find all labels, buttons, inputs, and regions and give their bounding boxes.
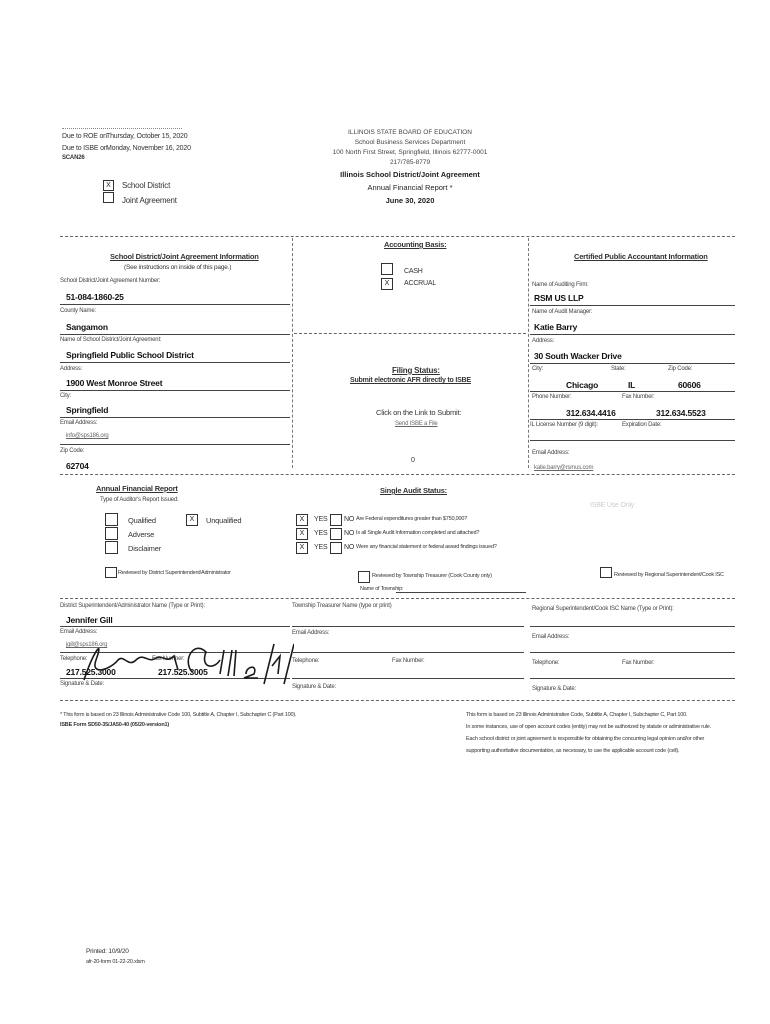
accrual-checkbox[interactable]: X: [381, 278, 393, 290]
cpa-heading: Certified Public Accountant Information: [574, 252, 708, 261]
adverse-label: Adverse: [128, 530, 155, 539]
report-date: June 30, 2020: [385, 196, 435, 205]
r-phone-label: Telephone:: [532, 660, 560, 666]
district-info-sub: (See instructions on inside of this page.): [124, 264, 232, 271]
isbe-address: 100 North First Street, Springfield, Illinois 62777-0001: [332, 149, 488, 156]
county-value[interactable]: Sangamon: [66, 322, 108, 332]
adverse-checkbox[interactable]: [105, 527, 118, 540]
accounting-heading: Accounting Basis:: [384, 240, 447, 249]
d-sig-label: Signature & Date:: [60, 681, 104, 687]
footnote-right-1: This form is based on 23 Illinois Administrative Code, Subtitle A, Chapter I, Subchapter C, Part 100.: [466, 712, 688, 718]
audit-q3-no-checkbox[interactable]: [330, 542, 342, 554]
isbe-title: ILLINOIS STATE BOARD OF EDUCATION: [348, 129, 472, 136]
school-district-label: School District: [122, 181, 171, 190]
isbe-phone: 217/785-8779: [389, 159, 431, 166]
district-name-label: Name of School District/Joint Agreement:: [60, 337, 162, 343]
rule: [530, 678, 735, 679]
audit-q3-yes: YES: [314, 544, 328, 551]
t-name-label: Township Treasurer Name (type or print): [292, 603, 392, 609]
rule: [60, 334, 290, 335]
audit-q1-no: NO: [344, 516, 355, 523]
r-email-label: Email Address:: [532, 634, 570, 640]
district-name-value[interactable]: Springfield Public School District: [66, 350, 194, 360]
reviewed-township-label: Reviewed by Township Treasurer (Cook County only): [372, 573, 492, 579]
manager-label: Name of Audit Manager:: [532, 309, 593, 315]
d-email-value[interactable]: jgill@sps186.org: [66, 642, 108, 648]
cpa-email-label: Email Address:: [532, 450, 570, 456]
rule: [60, 304, 290, 305]
county-label: County Name:: [60, 308, 96, 314]
printed-date: Printed: 10/9/20: [86, 948, 129, 955]
footnote-right-4: supporting authoritative documentation, as necessary, to use the applicable account code (cell).: [466, 748, 680, 754]
reviewed-regional-checkbox[interactable]: [600, 567, 612, 578]
rule: [530, 334, 735, 335]
scan-code: SCAN26: [62, 155, 85, 161]
joint-agreement-checkbox[interactable]: [103, 192, 114, 203]
school-district-checkbox[interactable]: X: [103, 180, 114, 191]
mid-rule: [60, 474, 735, 475]
filing-link[interactable]: Send ISBE a File: [395, 421, 438, 427]
filing-click-label: Click on the Link to Submit:: [376, 408, 462, 417]
cpa-phone-label: Phone Number:: [532, 394, 572, 400]
rule: [60, 444, 290, 445]
d-name-label: District Superintendent/Administrator Name (Type or Print):: [60, 603, 205, 609]
cash-label: CASH: [404, 268, 423, 275]
auditor-type-label: Type of Auditor's Report Issued:: [100, 497, 179, 503]
audit-q3-no: NO: [344, 544, 355, 551]
afr-heading: Annual Financial Report: [96, 484, 178, 493]
d-email-label: Email Address:: [60, 629, 98, 635]
t-sig-label: Signature & Date:: [292, 684, 336, 690]
left-col-divider: [292, 238, 293, 468]
manager-value[interactable]: Katie Barry: [534, 322, 578, 332]
rule: [530, 652, 735, 653]
reviewed-township-checkbox[interactable]: [358, 571, 370, 583]
reviewed-regional-label: Reviewed by Regional Superintendent/Cook ISC: [614, 572, 724, 578]
cpa-email-value[interactable]: katie.barry@rsmus.com: [534, 465, 594, 471]
audit-q1-no-checkbox[interactable]: [330, 514, 342, 526]
rule: [292, 626, 524, 627]
cpa-zip-value[interactable]: 60606: [678, 380, 701, 390]
rule: [60, 626, 290, 627]
district-email-label: Email Address:: [60, 420, 98, 426]
rule: [60, 390, 290, 391]
audit-q2-no-checkbox[interactable]: [330, 528, 342, 540]
header-center: [310, 128, 510, 207]
sig-top-rule: [60, 598, 735, 599]
cpa-address-label: Address:: [532, 338, 555, 344]
cpa-license-label: IL License Number (9 digit):: [530, 422, 598, 428]
single-audit-heading: Single Audit Status:: [380, 486, 447, 495]
audit-q3-checkbox[interactable]: X: [296, 542, 308, 554]
audit-q1-yes: YES: [314, 516, 328, 523]
unqualified-checkbox[interactable]: X: [186, 514, 198, 526]
district-city-value[interactable]: Springfield: [66, 405, 109, 415]
audit-q3-text: Were any financial statement or federal award findings issued?: [356, 544, 497, 550]
firm-value[interactable]: RSM US LLP: [534, 293, 584, 303]
handwritten-signature: [74, 630, 294, 690]
due-roe-label: Due to ROE on: [62, 133, 107, 140]
qualified-label: Qualified: [128, 516, 156, 525]
isbe-use-faint: ISBE Use Only: [590, 502, 635, 509]
report-title: Illinois School District/Joint Agreement: [340, 170, 480, 179]
due-roe-date: Thursday, October 15, 2020: [106, 133, 188, 140]
cpa-city-value[interactable]: Chicago: [566, 380, 599, 390]
cpa-state-label: State:: [611, 366, 626, 372]
firm-label: Name of Auditing Firm:: [532, 282, 589, 288]
due-isbe-date: Monday, November 16, 2020: [106, 145, 191, 152]
cpa-city-label: City:: [532, 366, 544, 372]
cpa-address-value[interactable]: 30 South Wacker Drive: [534, 351, 622, 361]
file-name: afr-20-form 01-22-20.xlsm: [86, 959, 145, 965]
disclaimer-label: Disclaimer: [128, 544, 162, 553]
accrual-label: ACCRUAL: [404, 280, 437, 287]
footnote-right-2: In some instances, use of open account codes (entity) may not be authorized by statute or administrative rule.: [466, 724, 711, 730]
t-phone-label: Telephone:: [292, 658, 320, 664]
audit-q1-text: Are Federal expenditures greater than $750,000?: [356, 516, 468, 522]
audit-q2-checkbox[interactable]: X: [296, 528, 308, 540]
d-fax-value[interactable]: 217.525.3005: [158, 667, 208, 677]
district-city-label: City:: [60, 393, 72, 399]
cpa-exp-label: Expiration Date:: [622, 422, 662, 428]
audit-q1-checkbox[interactable]: X: [296, 514, 308, 526]
due-isbe-label: Due to ISBE on: [62, 145, 108, 152]
d-phone-label: Telephone:: [60, 656, 88, 662]
district-number-value[interactable]: 51-084-1860-25: [66, 292, 124, 302]
r-name-label: Regional Superintendent/Cook ISC Name (Type or Print):: [532, 606, 674, 612]
cpa-phone-value[interactable]: 312.634.4416: [566, 408, 616, 418]
rule: [530, 363, 735, 364]
district-zip-label: Zip Code:: [60, 448, 85, 454]
rule: [530, 419, 735, 420]
filing-sub: Submit electronic AFR directly to ISBE: [350, 377, 471, 384]
top-dotted-rule: [62, 128, 182, 129]
joint-agreement-label: Joint Agreement: [122, 196, 177, 205]
rule: [292, 652, 524, 653]
rule: [530, 626, 735, 627]
audit-q2-text: Is all Single Audit Information completed and attached?: [356, 530, 480, 536]
district-zip-value[interactable]: 62704: [66, 461, 89, 471]
t-fax-label: Fax Number:: [392, 658, 425, 664]
district-address-value[interactable]: 1900 West Monroe Street: [66, 378, 163, 388]
district-info-heading: School District/Joint Agreement Information: [110, 252, 259, 261]
rule: [530, 391, 735, 392]
d-phone-value[interactable]: 217.525.3000: [66, 667, 116, 677]
reviewed-district-label: Reviewed by District Superintendent/Administrator: [118, 570, 231, 576]
right-col-divider: [528, 238, 529, 468]
report-subtitle: Annual Financial Report *: [367, 183, 453, 192]
r-sig-label: Signature & Date:: [532, 686, 576, 692]
township-name-label: Name of Township:: [360, 586, 404, 592]
r-fax-label: Fax Number:: [622, 660, 655, 666]
d-name-value[interactable]: Jennifer Gill: [66, 615, 113, 625]
cpa-fax-value[interactable]: 312.634.5523: [656, 408, 706, 418]
district-email-value[interactable]: info@sps186.org: [66, 433, 109, 439]
t-email-label: Email Address:: [292, 630, 330, 636]
department: School Business Services Department: [354, 139, 466, 146]
rule: [60, 417, 290, 418]
rule: [60, 362, 290, 363]
rule: [530, 440, 735, 441]
district-address-label: Address:: [60, 366, 83, 372]
footnote-left-2: ISBE Form SD50-35/JA50-40 (05/20-version1): [60, 722, 169, 728]
township-name-line[interactable]: [396, 592, 526, 593]
reviewed-district-checkbox[interactable]: [105, 567, 117, 578]
qualified-checkbox[interactable]: [105, 513, 118, 526]
cpa-state-value[interactable]: IL: [628, 380, 636, 390]
rule: [530, 305, 735, 306]
section-top-rule: [60, 236, 735, 237]
unqualified-label: Unqualified: [206, 516, 242, 525]
audit-q2-yes: YES: [314, 530, 328, 537]
disclaimer-checkbox[interactable]: [105, 541, 118, 554]
d-fax-label: Fax Number:: [152, 656, 185, 662]
sig-bottom-rule: [60, 700, 735, 701]
cpa-fax-label: Fax Number:: [622, 394, 655, 400]
cash-checkbox[interactable]: [381, 263, 393, 275]
audit-q2-no: NO: [344, 530, 355, 537]
filing-zero: 0: [411, 457, 415, 464]
filing-heading: Filing Status:: [392, 366, 440, 375]
rule: [292, 678, 524, 679]
center-rule: [294, 333, 526, 334]
cpa-zip-label: Zip Code:: [668, 366, 693, 372]
district-number-label: School District/Joint Agreement Number:: [60, 278, 161, 284]
footnote-left-1: * This form is based on 23 Illinois Administrative Code 100, Subtitle A, Chapter I, Subchapter C (Part 100).: [60, 712, 297, 718]
footnote-right-3: Each school district or joint agreement is responsible for obtaining the concurring legal opinion and/or other: [466, 736, 705, 742]
